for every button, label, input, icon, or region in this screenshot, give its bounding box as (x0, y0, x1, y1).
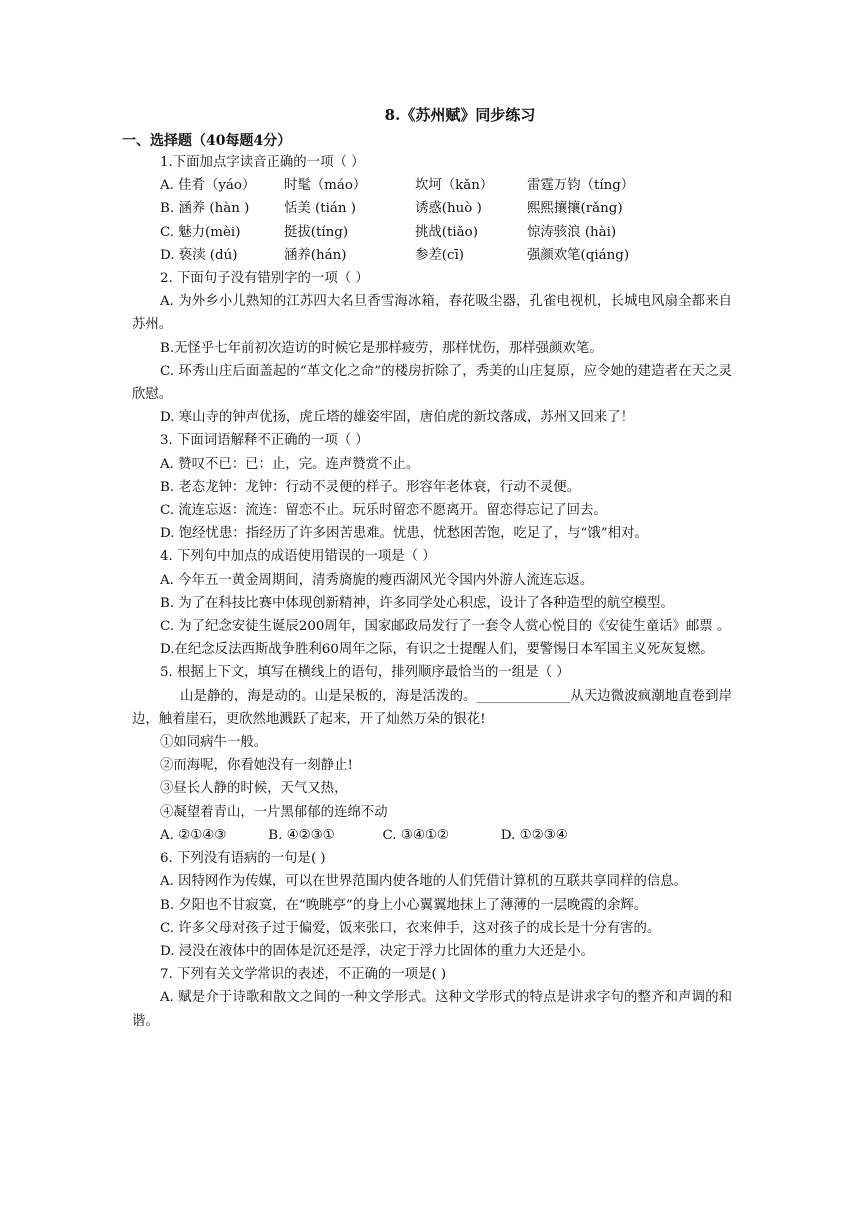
question-5-item-2: ②而海呢，你看她没有一刻静止! (160, 758, 353, 774)
question-5-stem: 5. 根据上下文，填写在横线上的语句，排列顺序最恰当的一组是（ ） (160, 665, 570, 681)
question-3-option-a: A. 赞叹不已：已：止，完。连声赞赏不止。 (160, 456, 420, 472)
question-2-option-d: D. 寒山寺的钟声优扬，虎丘塔的雄姿牢固，唐伯虎的新坟落成，苏州又回来了！ (160, 410, 635, 426)
question-3-stem: 3. 下面词语解释不正确的一项（ ） (160, 433, 369, 449)
question-3-option-b: B. 老态龙钟：龙钟：行动不灵便的样子。形容年老体衰，行动不灵便。 (160, 479, 581, 495)
document-title: 8.《苏州赋》同步练习 (384, 106, 536, 124)
section-heading: 一、选择题（40每题4分） (122, 133, 292, 149)
question-6-option-b: B. 夕阳也不甘寂寞，在“晚眺亭”的身上小心翼翼地抹上了薄薄的一层晚霞的余辉。 (160, 897, 648, 913)
question-1-stem: 1.下面加点字读音正确的一项（ ） (160, 155, 365, 170)
question-4-option-d: D.在纪念反法西斯战争胜利60周年之际，有识之士提醒人们，要警惕日本军国主义死灰复燃。 (160, 642, 714, 658)
q1-b-2: 恬美 (tián ) (284, 201, 357, 217)
question-1-option-d (132, 244, 732, 267)
q5-option-c: C. ③④①② (382, 827, 449, 843)
question-2-stem: 2. 下面句子没有错别字的一项（ ） (160, 271, 369, 287)
question-6-option-c: C. 许多父母对孩子过于偏爱，饭来张口，衣来伸手，这对孩子的成长是十分有害的。 (160, 920, 661, 936)
question-6-option-a: A. 因特网作为传媒，可以在世界范围内使各地的人们凭借计算机的互联共享同样的信息。 (160, 874, 688, 890)
q5-option-a: A. ②①④③ (160, 827, 227, 843)
question-2-option-a: A. 为外乡小儿熟知的江苏四大名旦香雪海冰箱，春花吸尘器，孔雀电视机，长城电风扇全都来自苏州。 (132, 294, 732, 333)
q1-a-3: 坎坷（kǎn） (415, 178, 494, 194)
q1-b-4: 熙熙攘攘(rǎng) (527, 201, 623, 217)
q5-option-d: D. ①②③④ (500, 827, 568, 843)
question-7-stem: 7. 下列有关文学常识的表述，不正确的一项是( ) (160, 967, 447, 983)
question-6-stem: 6. 下列没有语病的一句是( ) (160, 851, 326, 867)
q1-d-2: 涵养(hán) (284, 247, 347, 263)
question-5-item-4: ④凝望着青山，一片黑郁郁的连绵不动 (160, 804, 388, 820)
question-1-option-c (132, 221, 732, 244)
question-body (132, 151, 732, 1033)
q1-d-4: 强颜欢笔(qiáng) (527, 247, 630, 263)
question-2-option-c: C. 环秀山庄后面盖起的“革文化之命”的楼房折除了，秀美的山庄复原，应令她的建造者在天之灵欣慰。 (132, 363, 732, 403)
q1-a-1: A. 佳肴（yáo） (160, 178, 256, 194)
q1-c-2: 挺拔(tíng) (284, 224, 349, 240)
q1-a-4: 雷霆万钧（tíng） (527, 178, 635, 194)
question-4-option-a: A. 今年五一黄金周期间，清秀旖旎的瘦西湖风光令国内外游人流连忘返。 (160, 572, 594, 588)
q5-option-b: B. ④②③① (268, 827, 335, 843)
question-4-stem: 4. 下列句中加点的成语使用错误的一项是（ ） (160, 549, 436, 565)
q1-c-3: 挑战(tiǎo) (415, 224, 478, 240)
question-3-option-c: C. 流连忘返：流连：留恋不止。玩乐时留恋不愿离开。留恋得忘记了回去。 (160, 503, 607, 519)
q1-a-2: 时髦（máo） (284, 178, 367, 194)
question-1-option-a (132, 174, 732, 197)
question-4-option-c: C. 为了纪念安徒生诞辰200周年，国家邮政局发行了一套令人赏心悦目的《安徒生童话》邮票 。 (160, 619, 731, 635)
question-1-option-b (132, 197, 732, 220)
q1-c-1: C. 魅力(mèi) (160, 224, 241, 240)
question-6-option-d: D. 浸没在液体中的固体是沉还是浮，决定于浮力比固体的重力大还是小。 (160, 943, 594, 959)
q1-d-1: D. 亵渎 (dú) (160, 247, 238, 263)
q1-c-4: 惊涛骇浪 (hài) (527, 224, 617, 240)
q1-b-1: B. 涵养 (hàn ) (160, 201, 250, 217)
question-5-passage: 山是静的，海是动的。山是呆板的，海是活泼的。______________从天边微波疯潮地直卷到岸边，触着崖石，更欣然地溅跃了起来，开了灿然万朵的银花! (132, 688, 732, 727)
question-5-options (132, 824, 732, 847)
question-2-option-b: B.无怪乎七年前初次造访的时候它是那样疲劳，那样忧伤，那样强颜欢笔。 (160, 340, 603, 356)
q1-d-3: 参差(cī) (415, 247, 465, 263)
question-4-option-b: B. 为了在科技比赛中体现创新精神，许多同学处心积虑，设计了各种造型的航空模型。 (160, 595, 674, 611)
question-3-option-d: D. 饱经忧患：指经历了许多困苦患难。忧患，忧愁困苦饱，吃足了，与“饿”相对。 (160, 526, 648, 542)
question-7-option-a: A. 赋是介于诗歌和散文之间的一种文学形式。这种文学形式的特点是讲求字句的整齐和声调的和谐。 (132, 990, 732, 1029)
question-5-item-1: ①如同病牛一般。 (160, 735, 268, 751)
question-5-item-3: ③昼长人静的时候，天气又热， (160, 781, 348, 797)
q1-b-3: 诱惑(huò ) (415, 201, 482, 217)
